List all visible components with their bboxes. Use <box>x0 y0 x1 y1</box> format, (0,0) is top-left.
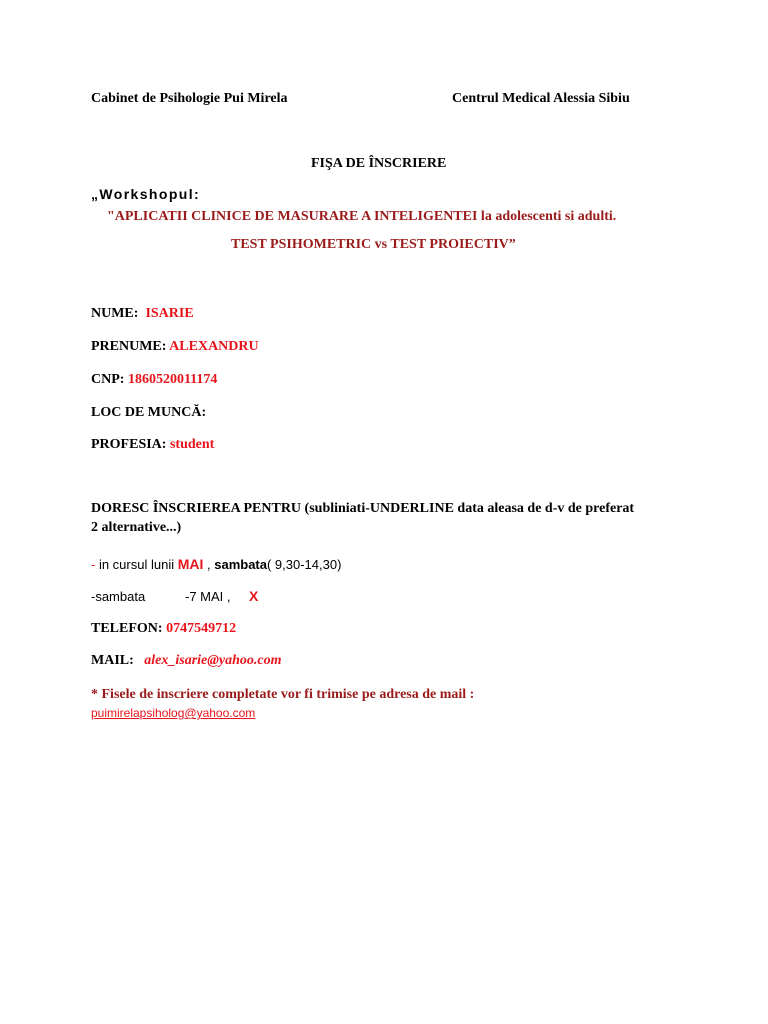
note-text: * Fisele de inscriere completate vor fi trimise pe adresa de mail : <box>91 687 475 702</box>
option-date: -7 MAI , <box>185 589 231 604</box>
cnp-label: CNP: <box>91 372 125 387</box>
course-comma: , <box>203 557 215 572</box>
mail-label: MAIL: <box>91 653 134 668</box>
telefon-label: TELEFON: <box>91 621 163 636</box>
course-dash: - <box>91 557 96 572</box>
course-month: MAI <box>177 556 204 572</box>
field-prenume <box>91 339 259 355</box>
option-day: -sambata <box>91 589 146 604</box>
field-nume <box>91 306 194 322</box>
course-line <box>91 556 341 572</box>
workshop-title-line2: TEST PSIHOMETRIC vs TEST PROIECTIV” <box>231 237 516 252</box>
course-hours: ( 9,30-14,30) <box>266 557 342 572</box>
field-telefon <box>91 621 236 637</box>
option-mark: X <box>249 588 259 604</box>
nume-label: NUME: <box>91 306 139 321</box>
header-right: Centrul Medical Alessia Sibiu <box>452 91 630 106</box>
nume-value: ISARIE <box>145 306 194 321</box>
mail-value: alex_isarie@yahoo.com <box>144 653 282 668</box>
field-cnp <box>91 372 217 388</box>
profesia-value: student <box>169 437 215 452</box>
header-left: Cabinet de Psihologie Pui Mirela <box>91 91 288 106</box>
prenume-label: PRENUME: <box>91 339 167 354</box>
note-email-link[interactable]: puimirelapsiholog@yahoo.com <box>91 706 256 720</box>
registration-line2: 2 alternative...) <box>91 520 182 535</box>
workshop-label: „Workshopul: <box>91 186 201 202</box>
field-mail <box>91 653 282 669</box>
form-title: FIŞA DE ÎNSCRIERE <box>311 156 447 171</box>
telefon-value: 0747549712 <box>166 621 237 636</box>
course-prefix: in cursul lunii <box>95 557 178 572</box>
field-loc-de-munca: LOC DE MUNCĂ: <box>91 405 207 420</box>
workshop-title-line1: "APLICATII CLINICE DE MASURARE A INTELIGENTEI la adolescenti si adulti. <box>107 209 617 224</box>
field-profesia <box>91 437 214 453</box>
registration-line1: DORESC ÎNSCRIEREA PENTRU (subliniati-UNDERLINE data aleasa de d-v de preferat <box>91 501 635 516</box>
prenume-value: ALEXANDRU <box>169 339 259 354</box>
cnp-value: 1860520011174 <box>127 372 218 387</box>
profesia-label: PROFESIA: <box>91 437 167 452</box>
course-day: sambata <box>214 557 267 572</box>
